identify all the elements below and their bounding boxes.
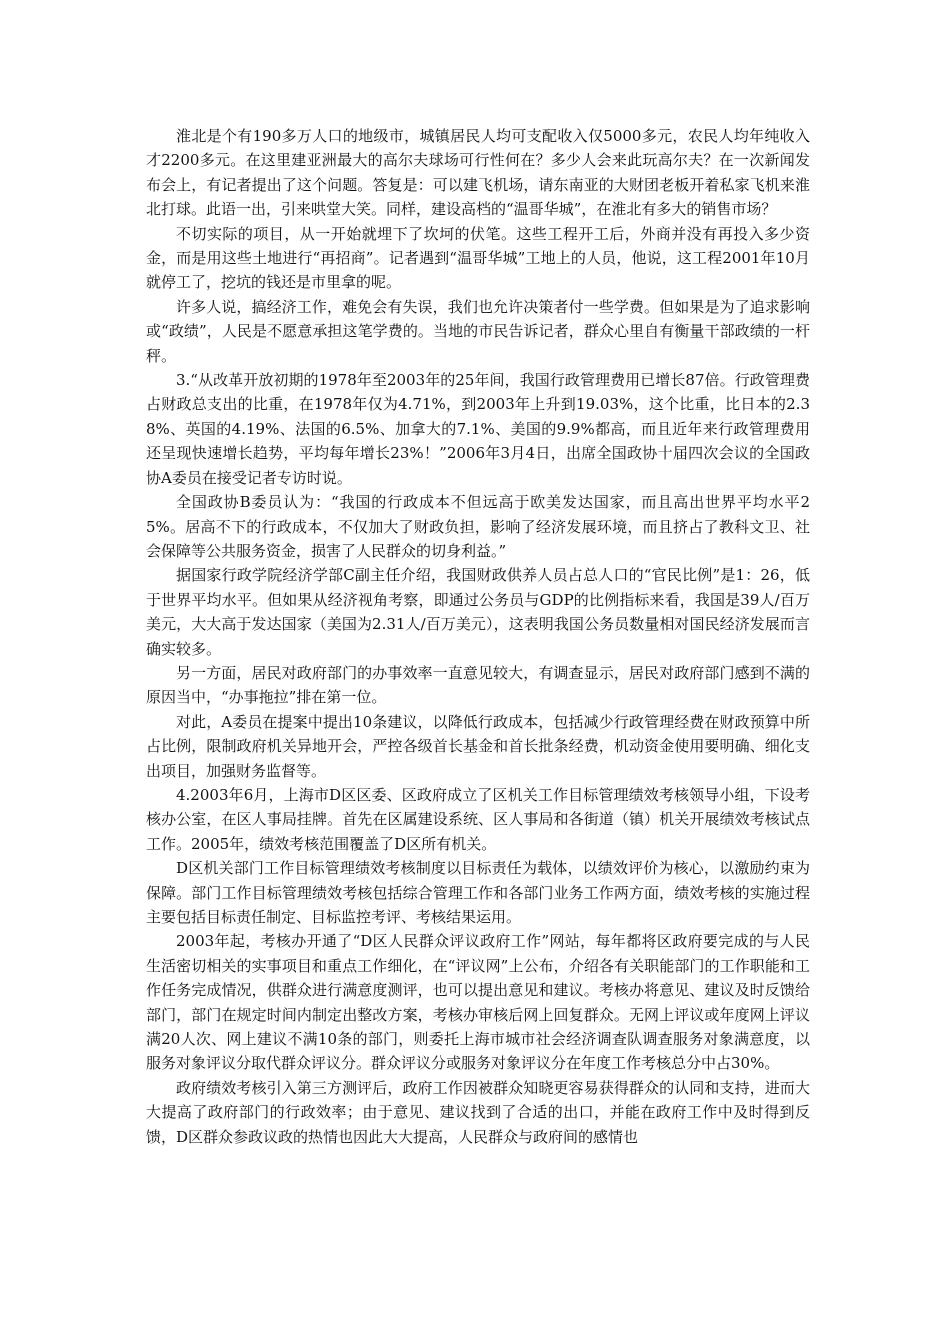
paragraph-5: 全国政协B委员认为：“我国的行政成本不但远高于欧美发达国家，而且高出世界平均水平25%。居高不下的行政成本，不仅加大了财政负担，影响了经济发展环境，而且挤占了教科文卫、社会保障等公共服务资金，损害了人民群众的切身利益。” — [146, 493, 810, 560]
paragraph-11: 2003年起，考核办开通了“D区人民群众评议政府工作”网站，每年都将区政府要完成的与人民生活密切相关的实事项目和重点工作细化，在“评议网”上公布，介绍各有关职能部门的工作职能和工作任务完成情况，供群众进行满意度测评，也可以提出意见和建议。考核办将意见、建议及时反馈给部门，部门在规定时间内制定出整改方案，考核办审核后网上回复群众。无网上评议或年度网上评议满20人次、网上建议不满10条的部门，则委托上海市城市社会经济调查队调查服务对象满意度，以服务对象评议分取代群众评议分。群众评议分或服务对象评议分在年度工作考核总分中占30%。 — [146, 932, 810, 1073]
paragraph-8: 对此，A委员在提案中提出10条建议，以降低行政成本，包括减少行政管理经费在财政预算中所占比例，限制政府机关异地开会，严控各级首长基金和首长批条经费，机动资金使用要明确、细化支出项目，加强财务监督等。 — [146, 712, 810, 780]
paragraph-1: 淮北是个有190多万人口的地级市，城镇居民人均可支配收入仅5000多元，农民人均年纯收入才2200多元。在这里建亚洲最大的高尔夫球场可行性何在？多少人会来此玩高尔夫？在一次新闻发布会上，有记者提出了这个问题。答复是：可以建飞机场，请东南亚的大财团老板开着私家飞机来淮北打球。此语一出，引来哄堂大笑。同样，建设高档的“温哥华城”，在淮北有多大的销售市场？ — [146, 127, 810, 219]
paragraph-12: 政府绩效考核引入第三方测评后，政府工作因被群众知晓更容易获得群众的认同和支持，进而大大提高了政府部门的行政效率；由于意见、建议找到了合适的出口，并能在政府工作中及时得到反馈，D区群众参政议政的热情也因此大大提高，人民群众与政府间的感情也 — [146, 1078, 810, 1146]
paragraph-10: D区机关部门工作目标管理绩效考核制度以目标责任为载体，以绩效评价为核心，以激励约束为保障。部门工作目标管理绩效考核包括综合管理工作和各部门业务工作两方面，绩效考核的实施过程主要包括目标责任制定、目标监控考评、考核结果运用。 — [146, 859, 810, 926]
paragraph-6: 据国家行政学院经济学部C副主任介绍，我国财政供养人员占总人口的“官民比例”是1：26，低于世界平均水平。但如果从经济视角考察，即通过公务员与GDP的比例指标来看，我国是39人/百万美元，大大高于发达国家（美国为2.31人/百万美元），这表明我国公务员数量相对国民经济发展而言确实较多。 — [146, 566, 810, 658]
paragraph-4: 3.“从改革开放初期的1978年至2003年的25年间，我国行政管理费用已增长87倍。行政管理费占财政总支出的比重，在1978年仅为4.71%，到2003年上升到19.03%，这个比重，比日本的2.38%、英国的4.19%、法国的6.5%、加拿大的7.1%、美国的9.9%都高，而且近年来行政管理费用还呈现快速增长趋势，平均每年增长23%！”2006年3月4日，出席全国政协十届四次会议的全国政协A委员在接受记者专访时说。 — [146, 371, 810, 487]
paragraph-3: 许多人说，搞经济工作，难免会有失误，我们也允许决策者付一些学费。但如果是为了追求影响或“政绩”，人民是不愿意承担这笔学费的。当地的市民告诉记者，群众心里自有衡量干部政绩的一杆秤。 — [146, 297, 810, 365]
document-body — [146, 124, 810, 1149]
paragraph-7: 另一方面，居民对政府部门的办事效率一直意见较大，有调查显示，居民对政府部门感到不满的原因当中，“办事拖拉”排在第一位。 — [146, 663, 810, 707]
paragraph-2: 不切实际的项目，从一开始就埋下了坎坷的伏笔。这些工程开工后，外商并没有再投入多少资金，而是用这些土地进行“再招商”。记者遇到“温哥华城”工地上的人员，他说，这工程2001年10月就停工了，挖坑的钱还是市里拿的呢。 — [146, 224, 810, 292]
paragraph-9: 4.2003年6月，上海市D区区委、区政府成立了区机关工作目标管理绩效考核领导小组，下设考核办公室，在区人事局挂牌。首先在区属建设系统、区人事局和各街道（镇）机关开展绩效考核试点工作。2005年，绩效考核范围覆盖了D区所有机关。 — [146, 785, 810, 853]
